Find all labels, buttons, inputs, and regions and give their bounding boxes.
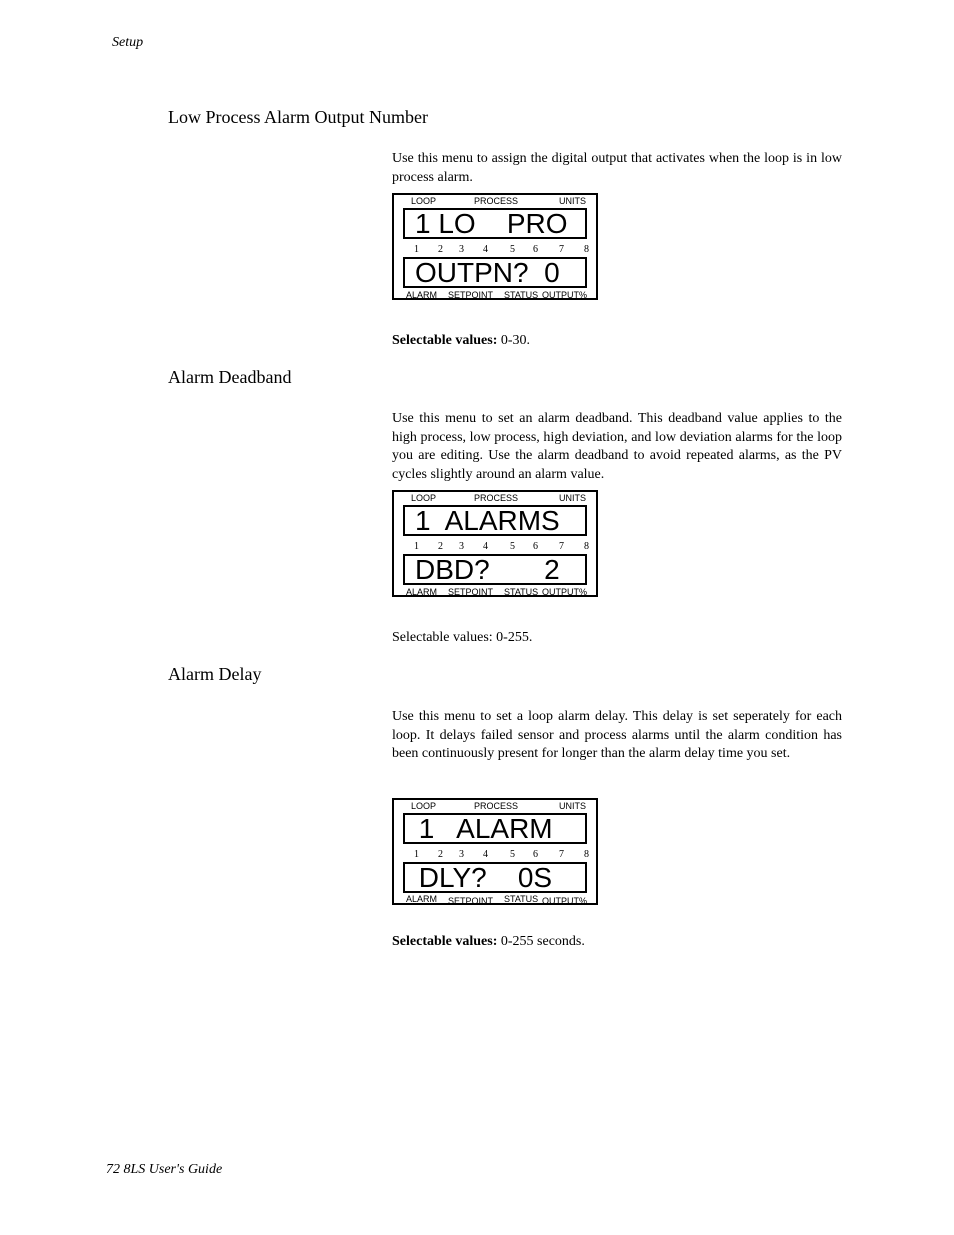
lcd-number-3: 3: [459, 849, 464, 860]
lcd-label-process: PROCESS: [474, 801, 519, 811]
section-body-alarm-delay: Use this menu to set a loop alarm delay. This delay is set seperately for each loop. It delays failed sensor and process alarms until the alarm condition has been continuously present for longer than the alarm delay time you set.: [392, 709, 842, 762]
section-title-alarm-deadband: Alarm Deadband: [168, 367, 292, 387]
lcd-number-1: 1: [414, 541, 419, 552]
lcd-label-status: STATUS: [504, 894, 539, 904]
selectable-values: [392, 333, 530, 349]
lcd-label-loop: LOOP: [411, 801, 437, 811]
lcd-number-7: 7: [559, 244, 564, 255]
lcd-number-8: 8: [584, 541, 589, 552]
section-title-low-process-alarm-output: Low Process Alarm Output Number: [168, 107, 428, 127]
running-head: Setup: [112, 35, 144, 50]
lcd-number-4: 4: [483, 849, 488, 860]
lcd-number-2: 2: [438, 541, 443, 552]
selectable-values-label: Selectable values:: [392, 333, 498, 348]
lcd-top-line: [403, 813, 587, 844]
lcd-label-units: UNITS: [559, 196, 586, 206]
lcd-label-alarm: ALARM: [406, 894, 438, 904]
lcd-number-4: 4: [483, 244, 488, 255]
selectable-values-value: 0-255 seconds.: [497, 934, 585, 949]
lcd-number-1: 1: [414, 244, 419, 255]
lcd-bottom-line: [403, 257, 587, 288]
lcd-number-3: 3: [459, 244, 464, 255]
lcd-number-6: 6: [533, 541, 538, 552]
lcd-label-units: UNITS: [559, 493, 586, 503]
lcd-label-output: OUTPUT%: [542, 290, 587, 300]
lcd-number-6: 6: [533, 849, 538, 860]
lcd-display: [392, 490, 598, 597]
selectable-values: [392, 934, 585, 950]
lcd-label-setpoint: SETPOINT: [448, 290, 494, 300]
lcd-number-1: 1: [414, 849, 419, 860]
lcd-bottom-line: [403, 862, 587, 893]
lcd-label-alarm: ALARM: [406, 587, 438, 597]
lcd-number-7: 7: [559, 849, 564, 860]
lcd-number-7: 7: [559, 541, 564, 552]
lcd-label-output: OUTPUT%: [542, 587, 587, 597]
lcd-bottom-line-text: DBD? 2: [415, 554, 560, 585]
section-title-alarm-delay: Alarm Delay: [168, 664, 262, 684]
lcd-top-line-text: 1 LO PRO: [415, 208, 568, 239]
page-footer: 72 8LS User's Guide: [106, 1162, 223, 1177]
lcd-label-loop: LOOP: [411, 493, 437, 503]
lcd-label-units: UNITS: [559, 801, 586, 811]
lcd-display: [392, 798, 598, 905]
lcd-top-line-text: 1 ALARMS: [415, 505, 560, 536]
lcd-label-process: PROCESS: [474, 196, 519, 206]
lcd-number-6: 6: [533, 244, 538, 255]
lcd-top-line: [403, 208, 587, 239]
lcd-label-status: STATUS: [504, 587, 539, 597]
lcd-number-5: 5: [510, 849, 515, 860]
lcd-bottom-line: [403, 554, 587, 585]
lcd-bottom-line-text: OUTPN? 0: [415, 257, 560, 288]
selectable-values-label: Selectable values:: [392, 934, 498, 949]
lcd-number-2: 2: [438, 849, 443, 860]
lcd-label-setpoint: SETPOINT: [448, 587, 494, 597]
section-body-low-process-alarm-output: Use this menu to assign the digital output that activates when the loop is in low process alarm.: [392, 151, 842, 185]
lcd-label-loop: LOOP: [411, 196, 437, 206]
lcd-label-process: PROCESS: [474, 493, 519, 503]
selectable-values-value: 0-30.: [497, 333, 531, 348]
selectable-values: Selectable values: 0-255.: [392, 630, 533, 645]
lcd-label-output: OUTPUT%: [542, 896, 587, 906]
lcd-number-8: 8: [584, 244, 589, 255]
lcd-bottom-line-text: DLY? 0S: [411, 862, 553, 893]
lcd-top-line-text: 1 ALARM: [411, 813, 553, 844]
lcd-label-setpoint: SETPOINT: [448, 896, 494, 906]
lcd-top-line: [403, 505, 587, 536]
lcd-number-5: 5: [510, 541, 515, 552]
lcd-label-alarm: ALARM: [406, 290, 438, 300]
lcd-label-status: STATUS: [504, 290, 539, 300]
lcd-number-5: 5: [510, 244, 515, 255]
lcd-number-4: 4: [483, 541, 488, 552]
lcd-display: [392, 193, 598, 300]
lcd-number-8: 8: [584, 849, 589, 860]
lcd-number-2: 2: [438, 244, 443, 255]
lcd-number-3: 3: [459, 541, 464, 552]
section-body-alarm-deadband: Use this menu to set an alarm deadband. This deadband value applies to the high process, low process, high deviation, and low deviation alarms for the loop you are editing. Use the alarm deadband to avoid repeated alarms, as the PV cycles slightly around an alarm value.: [392, 411, 842, 483]
